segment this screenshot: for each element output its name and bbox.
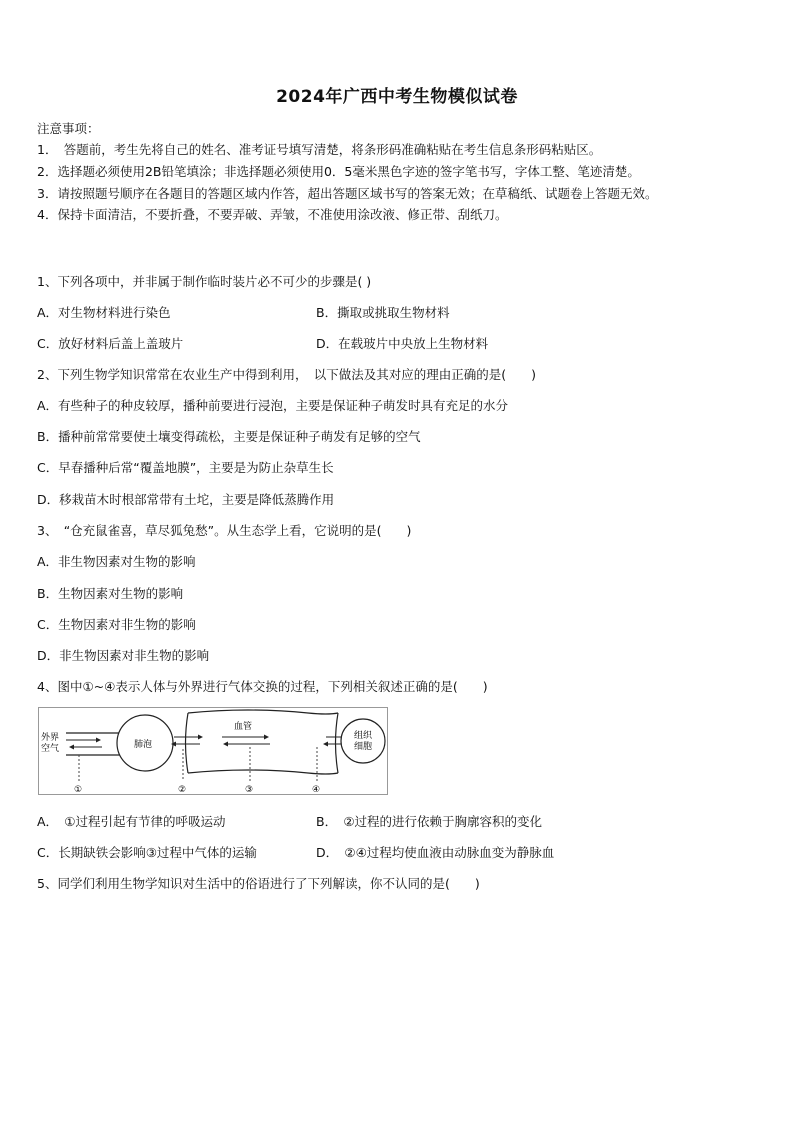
marker-1: ①: [74, 785, 83, 795]
alveolus-label: 肺泡: [134, 740, 153, 750]
exam-title: 2024年广西中考生物模似试卷: [276, 87, 518, 107]
tissue-label-2: 细胞: [354, 742, 373, 752]
q4-option-a: A． ①过程引起有节律的呼吸运动: [37, 814, 226, 829]
q4-option-b: B． ②过程的进行依赖于胸廓容积的变化: [316, 814, 543, 829]
marker-4: ④: [312, 785, 321, 795]
notice-item-1: 1． 答题前，考生先将自己的姓名、准考证号填写清楚，将条形码准确粘贴在考生信息条形码粘贴区。: [37, 142, 602, 157]
q3-option-d: D．非生物因素对非生物的影响: [37, 648, 210, 663]
vessel-label: 血管: [234, 722, 253, 732]
marker-2: ②: [178, 785, 187, 795]
outside-air-label-2: 空气: [41, 744, 60, 754]
tissue-label-1: 组织: [354, 731, 373, 741]
q2-option-b: B．播种前常常要使土壤变得疏松，主要是保证种子萌发有足够的空气: [37, 429, 421, 444]
marker-3: ③: [245, 785, 254, 795]
notice-item-2: 2．选择题必须使用2B铅笔填涂；非选择题必须使用0．5毫米黑色字迹的签字笔书写，字体工整、笔迹清楚。: [37, 164, 640, 179]
q2-option-d: D．移栽苗木时根部常带有土坨，主要是降低蒸腾作用: [37, 492, 335, 507]
q2-option-a: A．有些种子的种皮较厚，播种前要进行浸泡，主要是保证种子萌发时具有充足的水分: [37, 398, 509, 413]
q3-stem: 3、 “仓充鼠雀喜，草尽狐兔愁”。从生态学上看，它说明的是( ): [37, 523, 412, 538]
q3-option-a: A．非生物因素对生物的影响: [37, 554, 196, 569]
q2-stem: 2、下列生物学知识常常在农业生产中得到利用， 以下做法及其对应的理由正确的是( ): [37, 367, 536, 382]
q3-option-c: C．生物因素对非生物的影响: [37, 617, 196, 632]
gas-exchange-diagram: [38, 707, 388, 795]
notice-item-4: 4．保持卡面清洁，不要折叠，不要弄破、弄皱，不准使用涂改液、修正带、刮纸刀。: [37, 207, 508, 222]
notice-heading: 注意事项：: [37, 121, 100, 136]
q4-option-c: C．长期缺铁会影响③过程中气体的运输: [37, 845, 257, 860]
q5-stem: 5、同学们利用生物学知识对生活中的俗语进行了下列解读，你不认同的是( ): [37, 876, 480, 891]
q4-option-d: D． ②④过程均使血液由动脉血变为静脉血: [316, 845, 555, 860]
outside-air-label-1: 外界: [41, 733, 60, 743]
q1-option-c: C．放好材料后盖上盖玻片: [37, 336, 184, 351]
q1-stem: 1、下列各项中，并非属于制作临时装片必不可少的步骤是( ): [37, 274, 372, 289]
tissue-cell-circle: [341, 719, 385, 763]
q3-option-b: B．生物因素对生物的影响: [37, 586, 184, 601]
q4-stem: 4、图中①~④表示人体与外界进行气体交换的过程，下列相关叙述正确的是( ): [37, 679, 488, 694]
q1-option-d: D．在载玻片中央放上生物材料: [316, 336, 489, 351]
q1-option-b: B．撕取或挑取生物材料: [316, 305, 450, 320]
q2-option-c: C．早春播种后常“覆盖地膜”，主要是为防止杂草生长: [37, 460, 334, 475]
notice-item-3: 3．请按照题号顺序在各题目的答题区域内作答，超出答题区域书写的答案无效；在草稿纸、试题卷上答题无效。: [37, 186, 658, 201]
q1-option-a: A．对生物材料进行染色: [37, 305, 171, 320]
